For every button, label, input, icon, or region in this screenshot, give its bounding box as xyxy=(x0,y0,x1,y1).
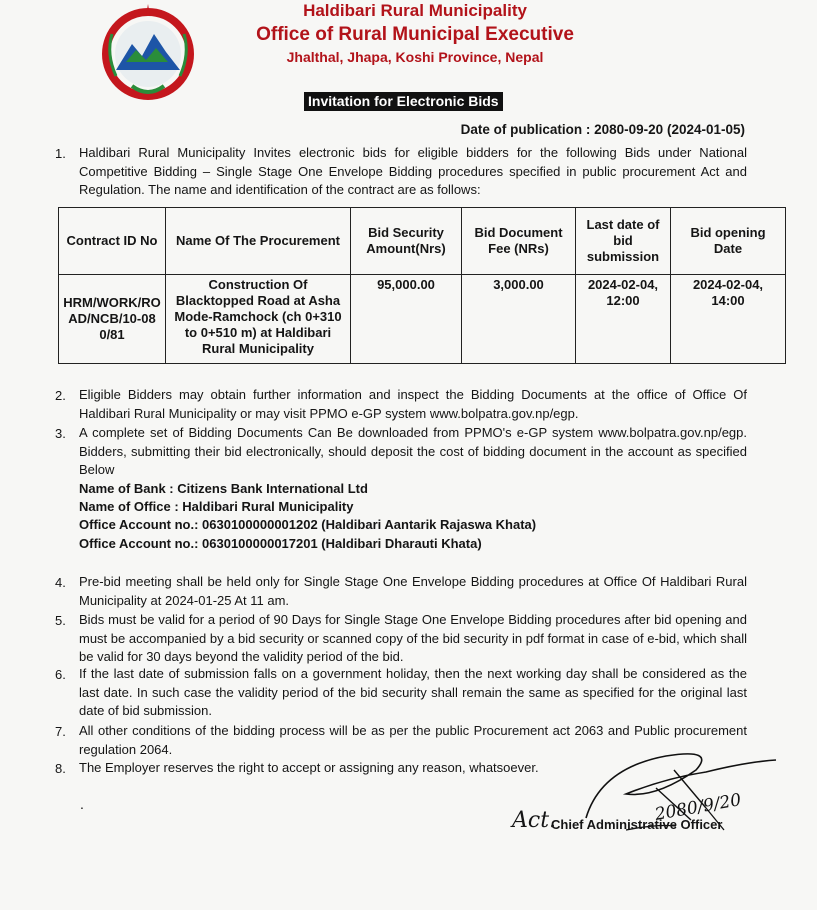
item-number: 1. xyxy=(55,146,66,161)
bank-name: Name of Bank : Citizens Bank International Ltd xyxy=(79,481,368,496)
signature-icon xyxy=(506,748,796,848)
account-number-2: Office Account no.: 0630100000017201 (Haldibari Dharauti Khata) xyxy=(79,536,482,551)
document-fee-cell: 3,000.00 xyxy=(462,275,576,364)
submission-date-cell: 2024-02-04, 12:00 xyxy=(576,275,671,364)
table-row xyxy=(59,275,786,364)
item-number: 8. xyxy=(55,761,66,776)
contract-id-cell: HRM/WORK/ROAD/NCB/10-080/81 xyxy=(59,275,166,364)
item-number: 3. xyxy=(55,426,66,441)
column-header: Name Of The Procurement xyxy=(166,208,351,275)
office-name-detail: Name of Office : Haldibari Rural Municipality xyxy=(79,499,354,514)
item-number: 4. xyxy=(55,575,66,590)
bid-table xyxy=(58,207,786,364)
item-text: Haldibari Rural Municipality Invites electronic bids for eligible bidders for the following Bids under National Competitive Bidding – Single Stage One Envelope Bidding procedures specified in public procurement Act and Regulation. The name and identification of the contract are as follows: xyxy=(79,145,747,197)
item-number: 6. xyxy=(55,667,66,682)
column-header: Last date of bid submission xyxy=(576,208,671,275)
column-header: Bid opening Date xyxy=(671,208,786,275)
office-address: Jhalthal, Jhapa, Koshi Province, Nepal xyxy=(286,49,544,65)
column-header: Bid Security Amount(Nrs) xyxy=(351,208,462,275)
item-text: Pre-bid meeting shall be held only for Single Stage One Envelope Bidding procedures at Office Of Haldibari Rural Municipality at 2024-01-25 At 11 am. xyxy=(79,574,747,608)
account-number-1: Office Account no.: 0630100000001202 (Haldibari Aantarik Rajaswa Khata) xyxy=(79,517,537,532)
publication-date: Date of publication : 2080-09-20 (2024-01-05) xyxy=(460,122,745,137)
item-text: The Employer reserves the right to accept or assigning any reason, whatsoever. xyxy=(79,760,539,775)
signatory-designation: Chief Administrative Officer xyxy=(551,817,723,832)
column-header: Bid Document Fee (NRs) xyxy=(462,208,576,275)
item-text: If the last date of submission falls on a government holiday, then the next working day shall be considered as the last date. In such case the validity period of the bid security shall remain the same as specified for the original last date of bid submission. xyxy=(79,666,747,718)
item-number: 2. xyxy=(55,388,66,403)
stray-mark: . xyxy=(80,796,84,812)
opening-date-cell: 2024-02-04, 14:00 xyxy=(671,275,786,364)
notice-title: Invitation for Electronic Bids xyxy=(304,92,503,111)
bid-security-cell: 95,000.00 xyxy=(351,275,462,364)
item-text: Bids must be valid for a period of 90 Days for Single Stage One Envelope Bidding procedures after bid opening and must be accompanied by a bid security or scanned copy of the bid security in pdf format in case of e-bid, which shall be valid for 30 days beyond the validity period of the bid. xyxy=(79,612,747,664)
handwritten-date: 2080/9/20 xyxy=(653,790,743,825)
column-header: Contract ID No xyxy=(59,208,166,275)
office-name: Office of Rural Municipal Executive xyxy=(256,24,574,45)
municipality-name: Haldibari Rural Municipality xyxy=(303,1,527,20)
item-text: A complete set of Bidding Documents Can Be downloaded from PPMO's e-GP system www.bolpatra.gov.np/egp. Bidders, submitting their bid electronically, should deposit the cost of bidding document in the account as specified Below xyxy=(79,425,747,477)
item-number: 5. xyxy=(55,613,66,628)
item-text: Eligible Bidders may obtain further information and inspect the Bidding Documents at the office of Office Of Haldibari Rural Municipality or may visit PPMO e-GP system www.bolpatra.gov.np/egp. xyxy=(79,387,747,421)
item-text: All other conditions of the bidding process will be as per the public Procurement act 2063 and Public procurement regulation 2064. xyxy=(79,723,747,757)
table-header-row xyxy=(59,208,786,275)
procurement-name-cell: Construction Of Blacktopped Road at Asha Mode-Ramchock (ch 0+310 to 0+510 m) at Haldibari Rural Municipality xyxy=(166,275,351,364)
nepal-emblem-icon xyxy=(102,4,194,100)
acting-label: Act. xyxy=(512,808,557,833)
item-number: 7. xyxy=(55,724,66,739)
